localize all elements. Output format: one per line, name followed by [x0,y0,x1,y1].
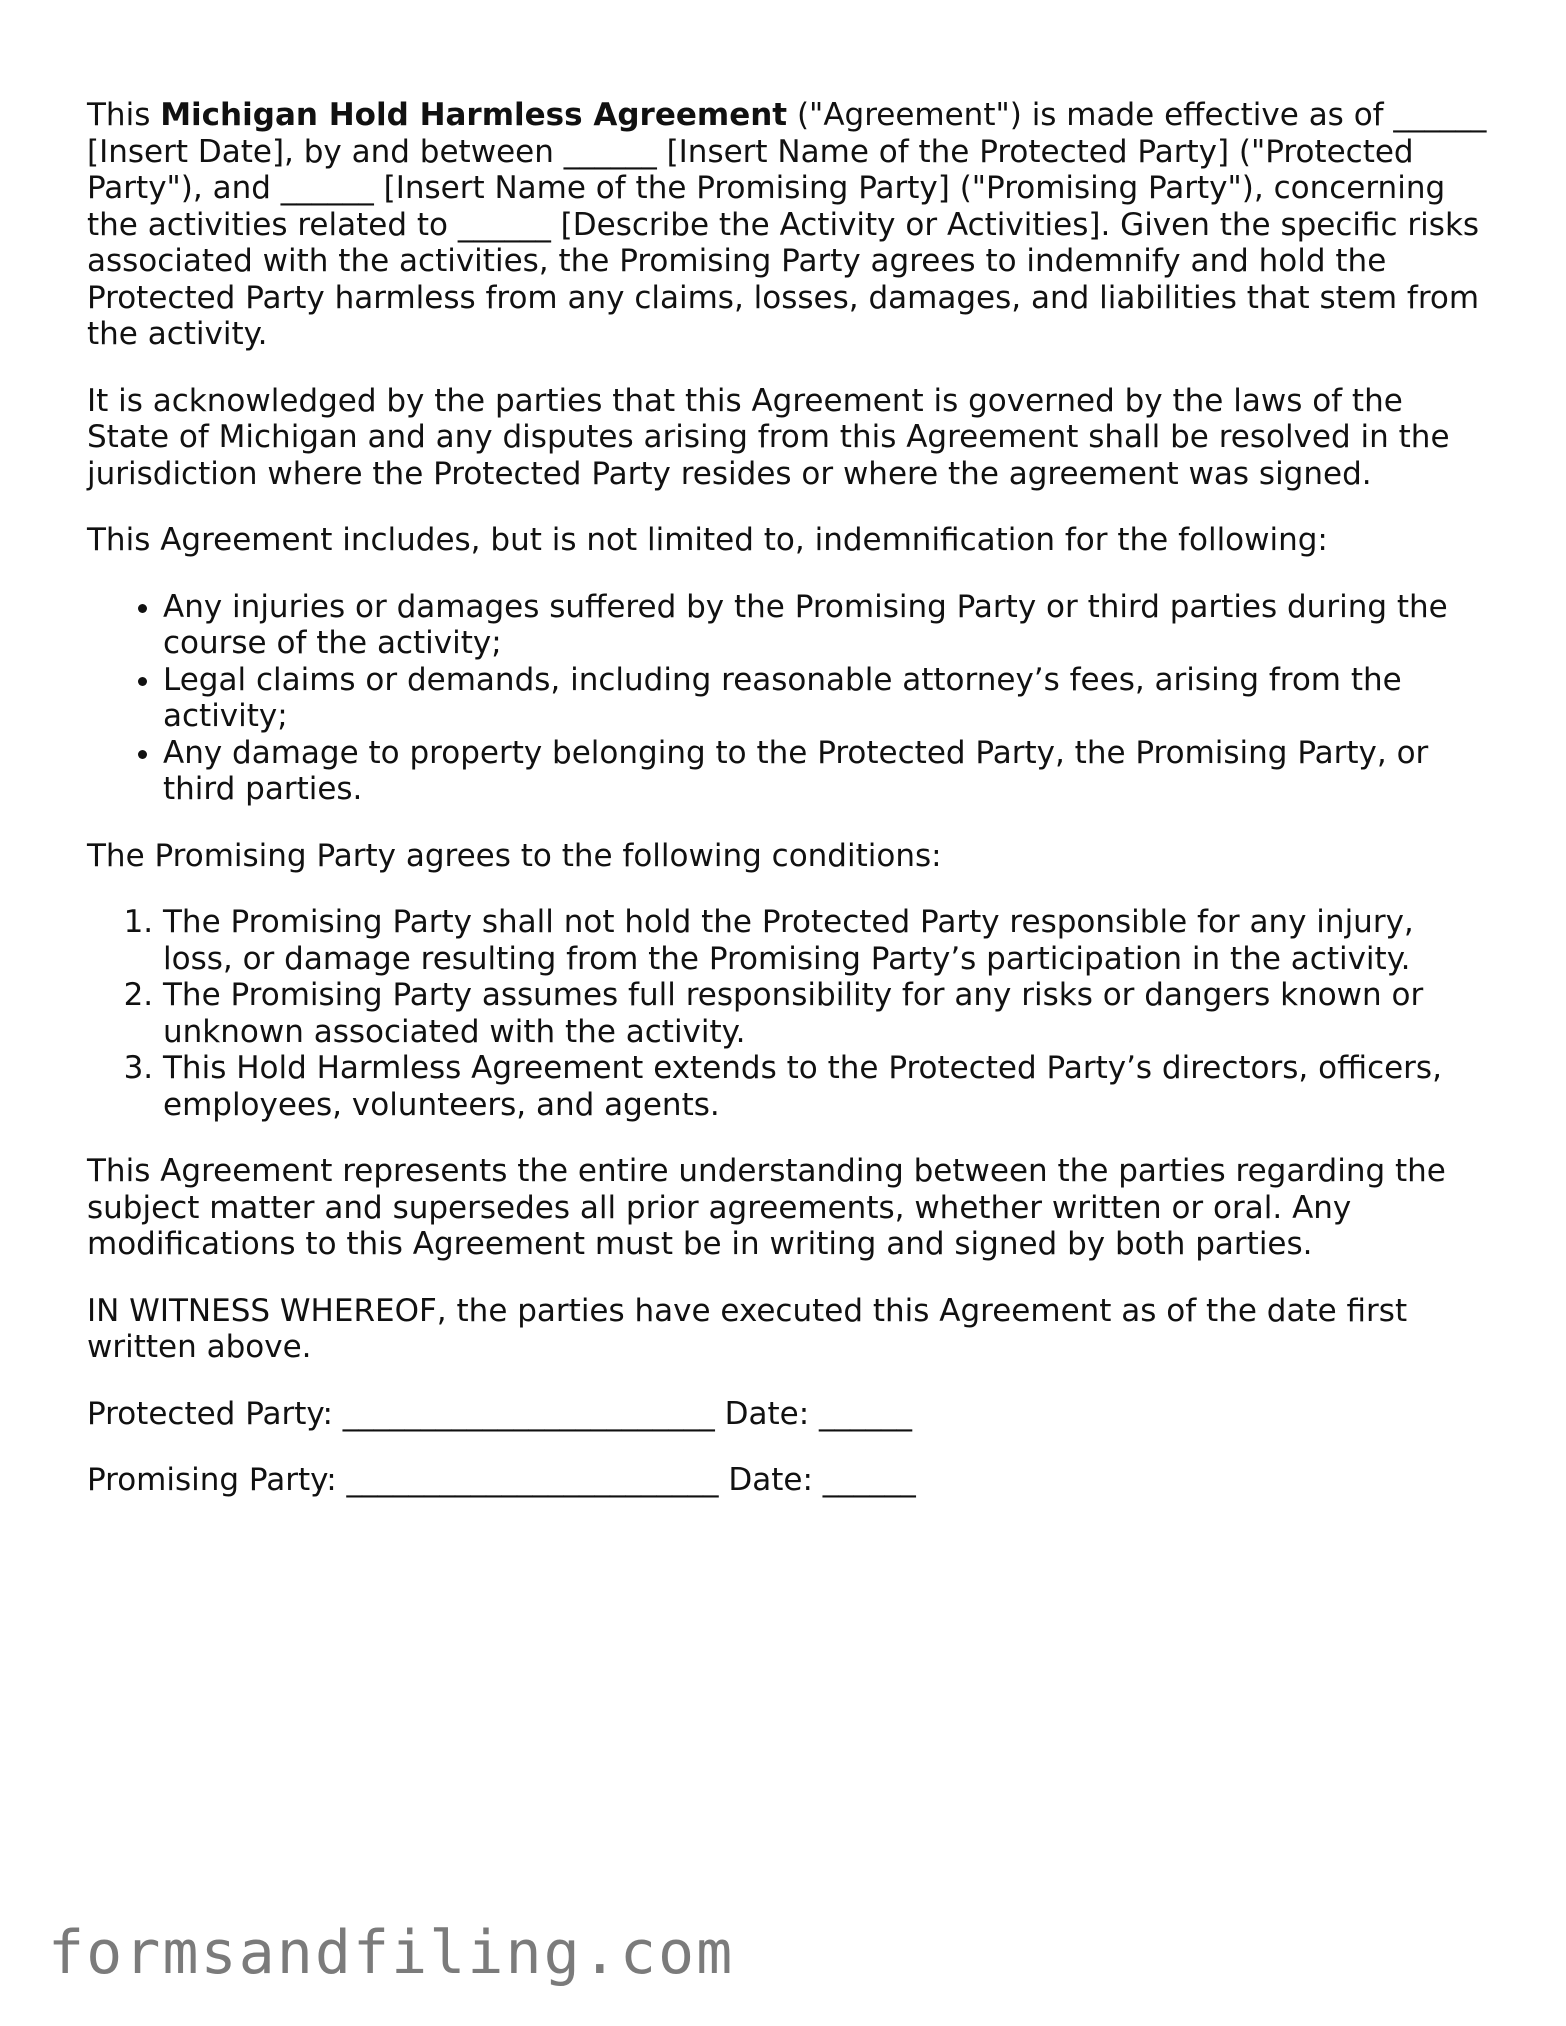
conditions-list [87,904,1487,1123]
witness-paragraph: IN WITNESS WHEREOF, the parties have executed this Agreement as of the date first written above. [87,1292,1408,1365]
intro-paragraph [87,97,1487,353]
list-item: • Any damage to property belonging to the Protected Party, the Promising Party, or third parties. [163,735,1487,808]
governing-law-paragraph: It is acknowledged by the parties that this Agreement is governed by the laws of the State of Michigan and any disputes arising from this Agreement shall be resolved in the jurisdiction where the Protected Party resides or where the agreement was signed. [87,382,1450,492]
intro-rest: ("Agreement") is made effective as of ______ [Insert Date], by and between ______ [Insert Name of the Protected Party] ("Protected Party"), and ______ [Insert Name of the Promising Party] ("Promising Party"), concerning the activities related to ______ [Describe the Activity or Activities]. Given the specific risks associated with the activities, the Promising Party agrees to indemnify and hold the Protected Party harmless from any claims, losses, damages, and liabilities that stem from the activity. [87,97,1487,352]
indemnification-list [87,589,1487,808]
protected-party-signature-line: Protected Party: ________________________ Date: ______ [87,1395,913,1432]
site-watermark: formsandfiling.com [48,1918,735,1988]
list-item: • Any injuries or damages suffered by the Promising Party or third parties during the course of the activity; [163,589,1487,662]
entire-agreement-paragraph: This Agreement represents the entire understanding between the parties regarding the subject matter and supersedes all prior agreements, whether written or oral. Any modifications to this Agreement must be in writing and signed by both parties. [87,1153,1446,1262]
list-item: 3. This Hold Harmless Agreement extends to the Protected Party’s directors, officers, employees, volunteers, and agents. [163,1050,1487,1123]
conditions-intro: The Promising Party agrees to the following conditions: [87,837,942,874]
list-item: 1. The Promising Party shall not hold the Protected Party responsible for any injury, loss, or damage resulting from the Promising Party’s participation in the activity. [163,904,1487,977]
indemnification-intro: This Agreement includes, but is not limited to, indemnification for the following: [87,522,1328,558]
promising-party-signature-line: Promising Party: ________________________ Date: ______ [87,1462,916,1498]
agreement-title: Michigan Hold Harmless Agreement [160,97,788,133]
document-body [87,97,1487,1529]
intro-lead: This [87,97,161,133]
list-item: • Legal claims or demands, including reasonable attorney’s fees, arising from the activity; [163,662,1487,735]
list-item: 2. The Promising Party assumes full responsibility for any risks or dangers known or unknown associated with the activity. [163,977,1487,1050]
